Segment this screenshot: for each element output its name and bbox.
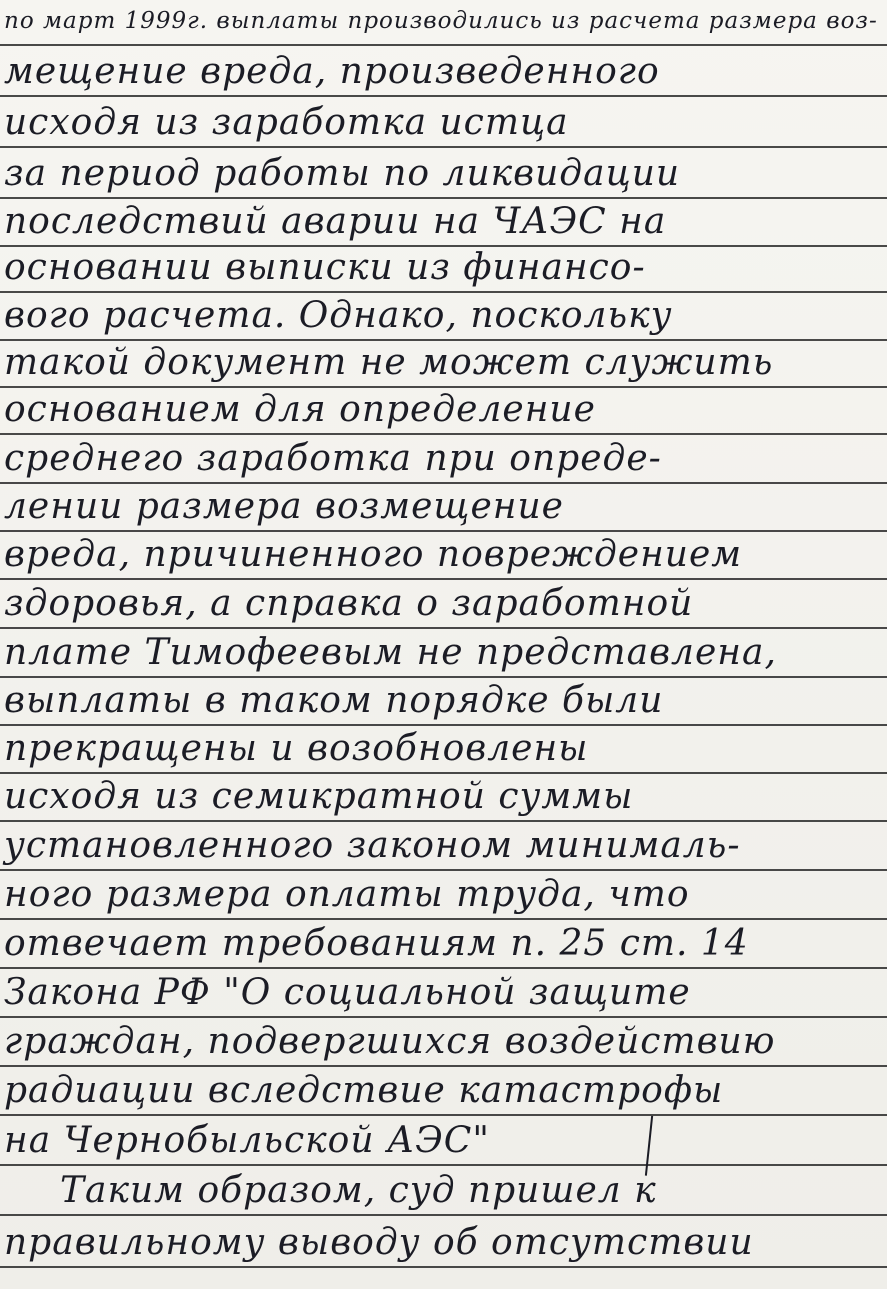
text-line: установленного законом минималь- [4,825,741,866]
text-line: отвечает требованиям п. 25 ст. 14 [4,923,749,964]
text-line: среднего заработка при опреде- [4,438,662,479]
text-line: за период работы по ликвидации [4,153,681,194]
text-line: граждан, подвергшихся воздействию [4,1021,776,1062]
text-line: выплаты в таком порядке были [4,680,664,721]
text-line: последствий аварии на ЧАЭС на [4,201,667,242]
text-line: вреда, причиненного повреждением [4,534,743,575]
text-line: вого расчета. Однако, поскольку [4,295,673,336]
text-line: основанием для определение [4,389,596,430]
text-line: исходя из заработка истца [4,102,569,143]
text-line: основании выписки из финансо- [4,247,646,288]
text-line: такой документ не может служить [4,342,774,383]
text-line: Таким образом, суд пришел к [60,1170,657,1211]
text-line: здоровья, а справка о заработной [4,583,694,624]
text-line: лении размера возмещение [4,486,564,527]
text-line: радиации вследствие катастрофы [4,1070,724,1111]
text-line: плате Тимофеевым не представлена, [4,632,777,673]
text-line: мещение вреда, произведенного [4,51,660,92]
text-line: исходя из семикратной суммы [4,776,634,817]
text-line: прекращены и возобновлены [4,728,589,769]
text-line: Закона РФ "О социальной защите [4,972,691,1013]
text-line: ного размера оплаты труда, что [4,874,690,915]
text-line: на Чернобыльской АЭС" [4,1120,490,1161]
text-line: правильному выводу об отсутствии [4,1222,754,1263]
text-line: по март 1999г. выплаты производились из расчета размера воз- [4,8,878,34]
